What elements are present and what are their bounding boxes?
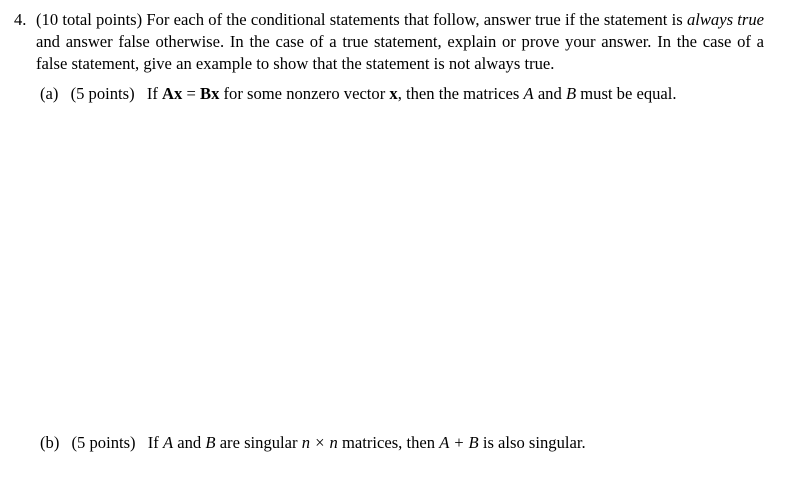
- instructions-line-1: For each of the conditional statements that follow, answer true if the statement is: [146, 10, 683, 29]
- part-a: [40, 83, 677, 105]
- equals-sign: =: [186, 84, 196, 103]
- matrix-b: B: [205, 433, 216, 452]
- instructions-emphasis: always true: [686, 10, 764, 29]
- matrix-b: B: [565, 84, 577, 103]
- part-a-points: (5 points): [70, 84, 135, 103]
- matrix-a: A: [162, 433, 174, 452]
- part-a-equation: [162, 84, 219, 103]
- question-header: [14, 9, 764, 75]
- part-b: [40, 432, 586, 454]
- part-a-label: (a): [40, 84, 59, 103]
- matrix-a: A: [523, 84, 534, 103]
- part-a-and: and: [537, 84, 562, 103]
- question-points: (10 total points): [36, 10, 143, 29]
- part-b-points: (5 points): [71, 433, 136, 452]
- vector-x: x: [389, 84, 398, 103]
- instructions-line-3: In the case of a false statement, give an example to show that the statement is not always true.: [36, 32, 765, 73]
- question-4: [14, 9, 764, 75]
- part-b-text-mid: are singular: [219, 433, 298, 452]
- part-a-text-mid: for some nonzero vector: [223, 84, 386, 103]
- question-instructions: [36, 9, 764, 75]
- part-b-text-end: is also singular.: [482, 433, 586, 452]
- matrix-b-bold: B: [199, 84, 212, 103]
- vector-x-bold-rhs: x: [211, 84, 220, 103]
- part-a-if: If: [146, 84, 158, 103]
- part-b-label: (b): [40, 433, 60, 452]
- part-b-text-tail: matrices, then: [341, 433, 436, 452]
- matrix-a-bold: A: [162, 84, 175, 103]
- question-number: 4.: [14, 10, 27, 29]
- instructions-line-2: and answer false otherwise. In the case of a true statement, explain or prove your answer.: [36, 32, 652, 51]
- vector-x-bold: x: [174, 84, 183, 103]
- part-b-if: If: [147, 433, 159, 452]
- dimension-n-by-n: n × n: [301, 433, 338, 452]
- part-a-text-end: must be equal.: [580, 84, 677, 103]
- part-b-and: and: [177, 433, 202, 452]
- part-a-text-tail: , then the matrices: [397, 84, 520, 103]
- sum-a-plus-b: A + B: [439, 433, 479, 452]
